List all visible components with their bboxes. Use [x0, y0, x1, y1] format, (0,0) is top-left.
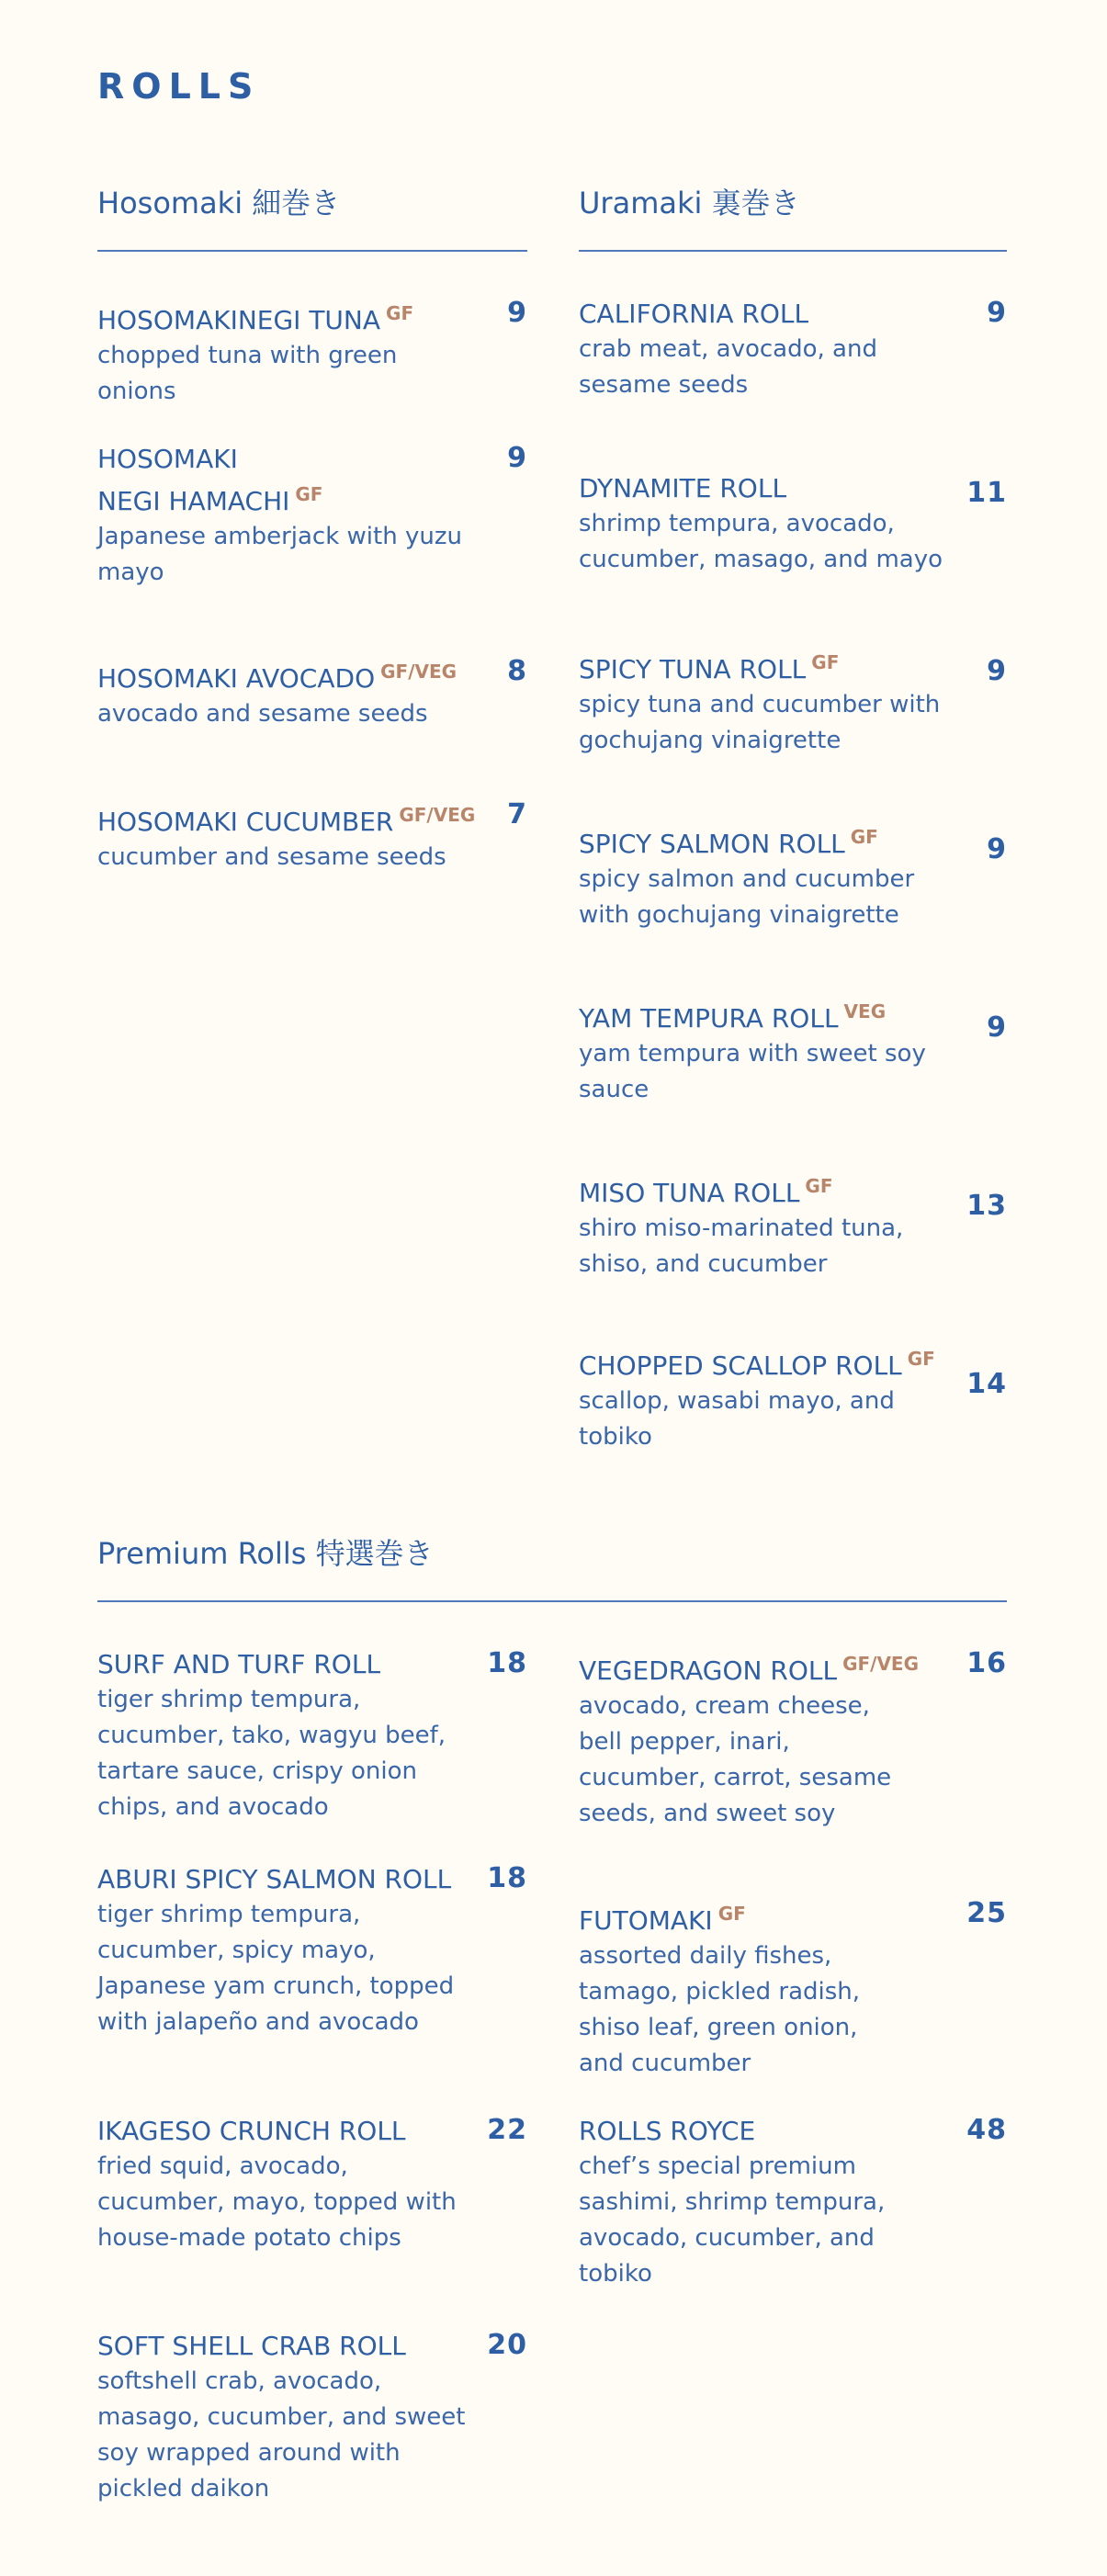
divider	[97, 1600, 1007, 1602]
menu-item-description: scallop, wasabi mayo, and tobiko	[579, 1387, 895, 1451]
menu-item-name-text: MISO TUNA ROLL	[579, 1178, 800, 1208]
menu-item	[97, 296, 527, 410]
menu-item	[579, 296, 1007, 403]
menu-item-name-text: ABURI SPICY SALMON ROLL	[97, 1864, 452, 1894]
menu-item-name	[579, 296, 983, 332]
menu-item-name-text: SURF AND TURF ROLL	[97, 1649, 381, 1679]
divider	[579, 250, 1007, 252]
menu-item-price: 14	[966, 1368, 1007, 1400]
menu-item	[97, 654, 527, 732]
menu-item	[97, 1646, 527, 1825]
menu-item	[579, 819, 1007, 933]
menu-item-name	[97, 2113, 492, 2149]
menu-item-price: 48	[966, 2114, 1007, 2146]
dietary-tag: VEG	[843, 1000, 887, 1022]
section-heading-hosomaki: Hosomaki 細巻き	[97, 186, 341, 220]
dietary-tag: GF/VEG	[399, 804, 476, 826]
menu-item	[97, 1861, 527, 2040]
menu-item-price: 20	[487, 2329, 527, 2361]
menu-item-name-text: HOSOMAKINEGI TUNA	[97, 305, 381, 335]
menu-item-name	[579, 1341, 983, 1384]
menu-item-name	[97, 654, 483, 696]
menu-item-description: Japanese amberjack with yuzu mayo	[97, 523, 462, 586]
menu-item-name	[579, 2113, 928, 2149]
menu-item-description: shrimp tempura, avocado, cucumber, masago, and mayo	[579, 510, 943, 573]
menu-item-description: avocado and sesame seeds	[97, 700, 428, 728]
menu-item-name	[579, 1169, 983, 1211]
dietary-tag: GF	[811, 651, 840, 673]
menu-item-name-text: HOSOMAKI AVOCADO	[97, 663, 376, 694]
menu-item	[579, 1169, 1007, 1282]
menu-item-price: 11	[966, 477, 1007, 509]
menu-item-name-text: VEGEDRAGON ROLL	[579, 1655, 838, 1686]
menu-item-description: fried squid, avocado, cucumber, mayo, topped with house-made potato chips	[97, 2152, 457, 2252]
menu-item-price: 22	[487, 2114, 527, 2146]
menu-item-name	[579, 470, 983, 506]
menu-item-description: yam tempura with sweet soy sauce	[579, 1040, 926, 1103]
menu-item-description: tiger shrimp tempura, cucumber, spicy mayo, Japanese yam crunch, topped with jalapeño and avocado	[97, 1901, 455, 2036]
dietary-tag: GF	[717, 1903, 746, 1925]
menu-item-description: spicy salmon and cucumber with gochujang vinaigrette	[579, 865, 915, 929]
menu-item-price: 9	[987, 297, 1007, 329]
section-heading-uramaki: Uramaki 裏巻き	[579, 186, 800, 220]
menu-item-name-text: SPICY TUNA ROLL	[579, 654, 807, 684]
menu-item-name	[97, 797, 483, 840]
menu-item-price: 9	[987, 1011, 1007, 1044]
menu-item-price: 18	[487, 1862, 527, 1894]
menu-item-price: 7	[507, 798, 527, 830]
menu-item	[579, 1341, 1007, 1455]
menu-item-name	[97, 441, 483, 519]
menu-item	[579, 2113, 1007, 2292]
dietary-tag: GF/VEG	[380, 661, 457, 683]
menu-item-description: shiro miso-marinated tuna, shiso, and cucumber	[579, 1215, 904, 1278]
menu-item-name-text: FUTOMAKI	[579, 1905, 713, 1936]
page-title: ROLLS	[97, 66, 261, 107]
menu-item-price: 9	[987, 833, 1007, 865]
menu-item	[579, 1646, 1007, 1832]
menu-item-price: 18	[487, 1647, 527, 1679]
menu-item-name	[97, 296, 483, 338]
menu-item-name-text: HOSOMAKI NEGI HAMACHI	[97, 444, 290, 516]
menu-item-price: 25	[966, 1897, 1007, 1929]
menu-item-name-text: IKAGESO CRUNCH ROLL	[97, 2116, 406, 2146]
menu-item-name-text: YAM TEMPURA ROLL	[579, 1003, 839, 1034]
menu-item-name-text: ROLLS ROYCE	[579, 2116, 756, 2146]
menu-item-description: crab meat, avocado, and sesame seeds	[579, 335, 877, 399]
menu-item	[579, 1896, 1007, 2082]
menu-item	[579, 994, 1007, 1108]
menu-item-description: assorted daily fishes, tamago, pickled radish, shiso leaf, green onion, and cucumber	[579, 1942, 861, 2077]
menu-item-name	[579, 1896, 928, 1938]
dietary-tag: GF	[805, 1175, 833, 1197]
menu-item-name-text: DYNAMITE ROLL	[579, 473, 787, 503]
menu-item-price: 9	[987, 655, 1007, 687]
dietary-tag: GF	[850, 826, 878, 848]
menu-item-name	[97, 1646, 492, 1682]
menu-item-name	[579, 994, 983, 1036]
divider	[97, 250, 527, 252]
menu-item-description: avocado, cream cheese, bell pepper, inari, cucumber, carrot, sesame seeds, and sweet soy	[579, 1692, 892, 1827]
menu-item-name-text: HOSOMAKI CUCUMBER	[97, 807, 394, 837]
menu-item-name-text: SOFT SHELL CRAB ROLL	[97, 2331, 406, 2361]
dietary-tag: GF	[907, 1348, 935, 1370]
menu-item-name-text: CALIFORNIA ROLL	[579, 299, 809, 329]
menu-item-name	[97, 2328, 492, 2364]
dietary-tag: GF	[386, 302, 414, 324]
menu-item-description: tiger shrimp tempura, cucumber, tako, wagyu beef, tartare sauce, crispy onion chips, and avocado	[97, 1686, 446, 1821]
menu-item-name	[579, 645, 983, 687]
section-heading-premium: Premium Rolls 特選巻き	[97, 1536, 434, 1571]
menu-item-description: spicy tuna and cucumber with gochujang vinaigrette	[579, 691, 941, 754]
menu-item-price: 9	[507, 297, 527, 329]
dietary-tag: GF	[295, 483, 323, 505]
menu-item-name-text: CHOPPED SCALLOP ROLL	[579, 1350, 902, 1381]
dietary-tag: GF/VEG	[842, 1653, 920, 1675]
menu-item-description: chef’s special premium sashimi, shrimp tempura, avocado, cucumber, and tobiko	[579, 2152, 886, 2288]
menu-item-price: 9	[507, 442, 527, 474]
menu-item	[579, 470, 1007, 578]
menu-item-description: cucumber and sesame seeds	[97, 843, 446, 871]
menu-item	[97, 441, 527, 591]
menu-item	[579, 645, 1007, 759]
menu-item	[97, 797, 527, 876]
menu-item-price: 8	[507, 655, 527, 687]
menu-item-price: 16	[966, 1647, 1007, 1679]
menu-item-name	[579, 1646, 928, 1689]
menu-item-name-text: SPICY SALMON ROLL	[579, 829, 845, 859]
menu-item	[97, 2113, 527, 2256]
menu-item-price: 13	[966, 1190, 1007, 1222]
menu-item	[97, 2328, 527, 2507]
menu-item-description: chopped tuna with green onions	[97, 342, 398, 405]
menu-item-description: softshell crab, avocado, masago, cucumber, and sweet soy wrapped around with pickled daikon	[97, 2367, 466, 2503]
menu-item-name	[97, 1861, 492, 1897]
menu-item-name	[579, 819, 983, 862]
